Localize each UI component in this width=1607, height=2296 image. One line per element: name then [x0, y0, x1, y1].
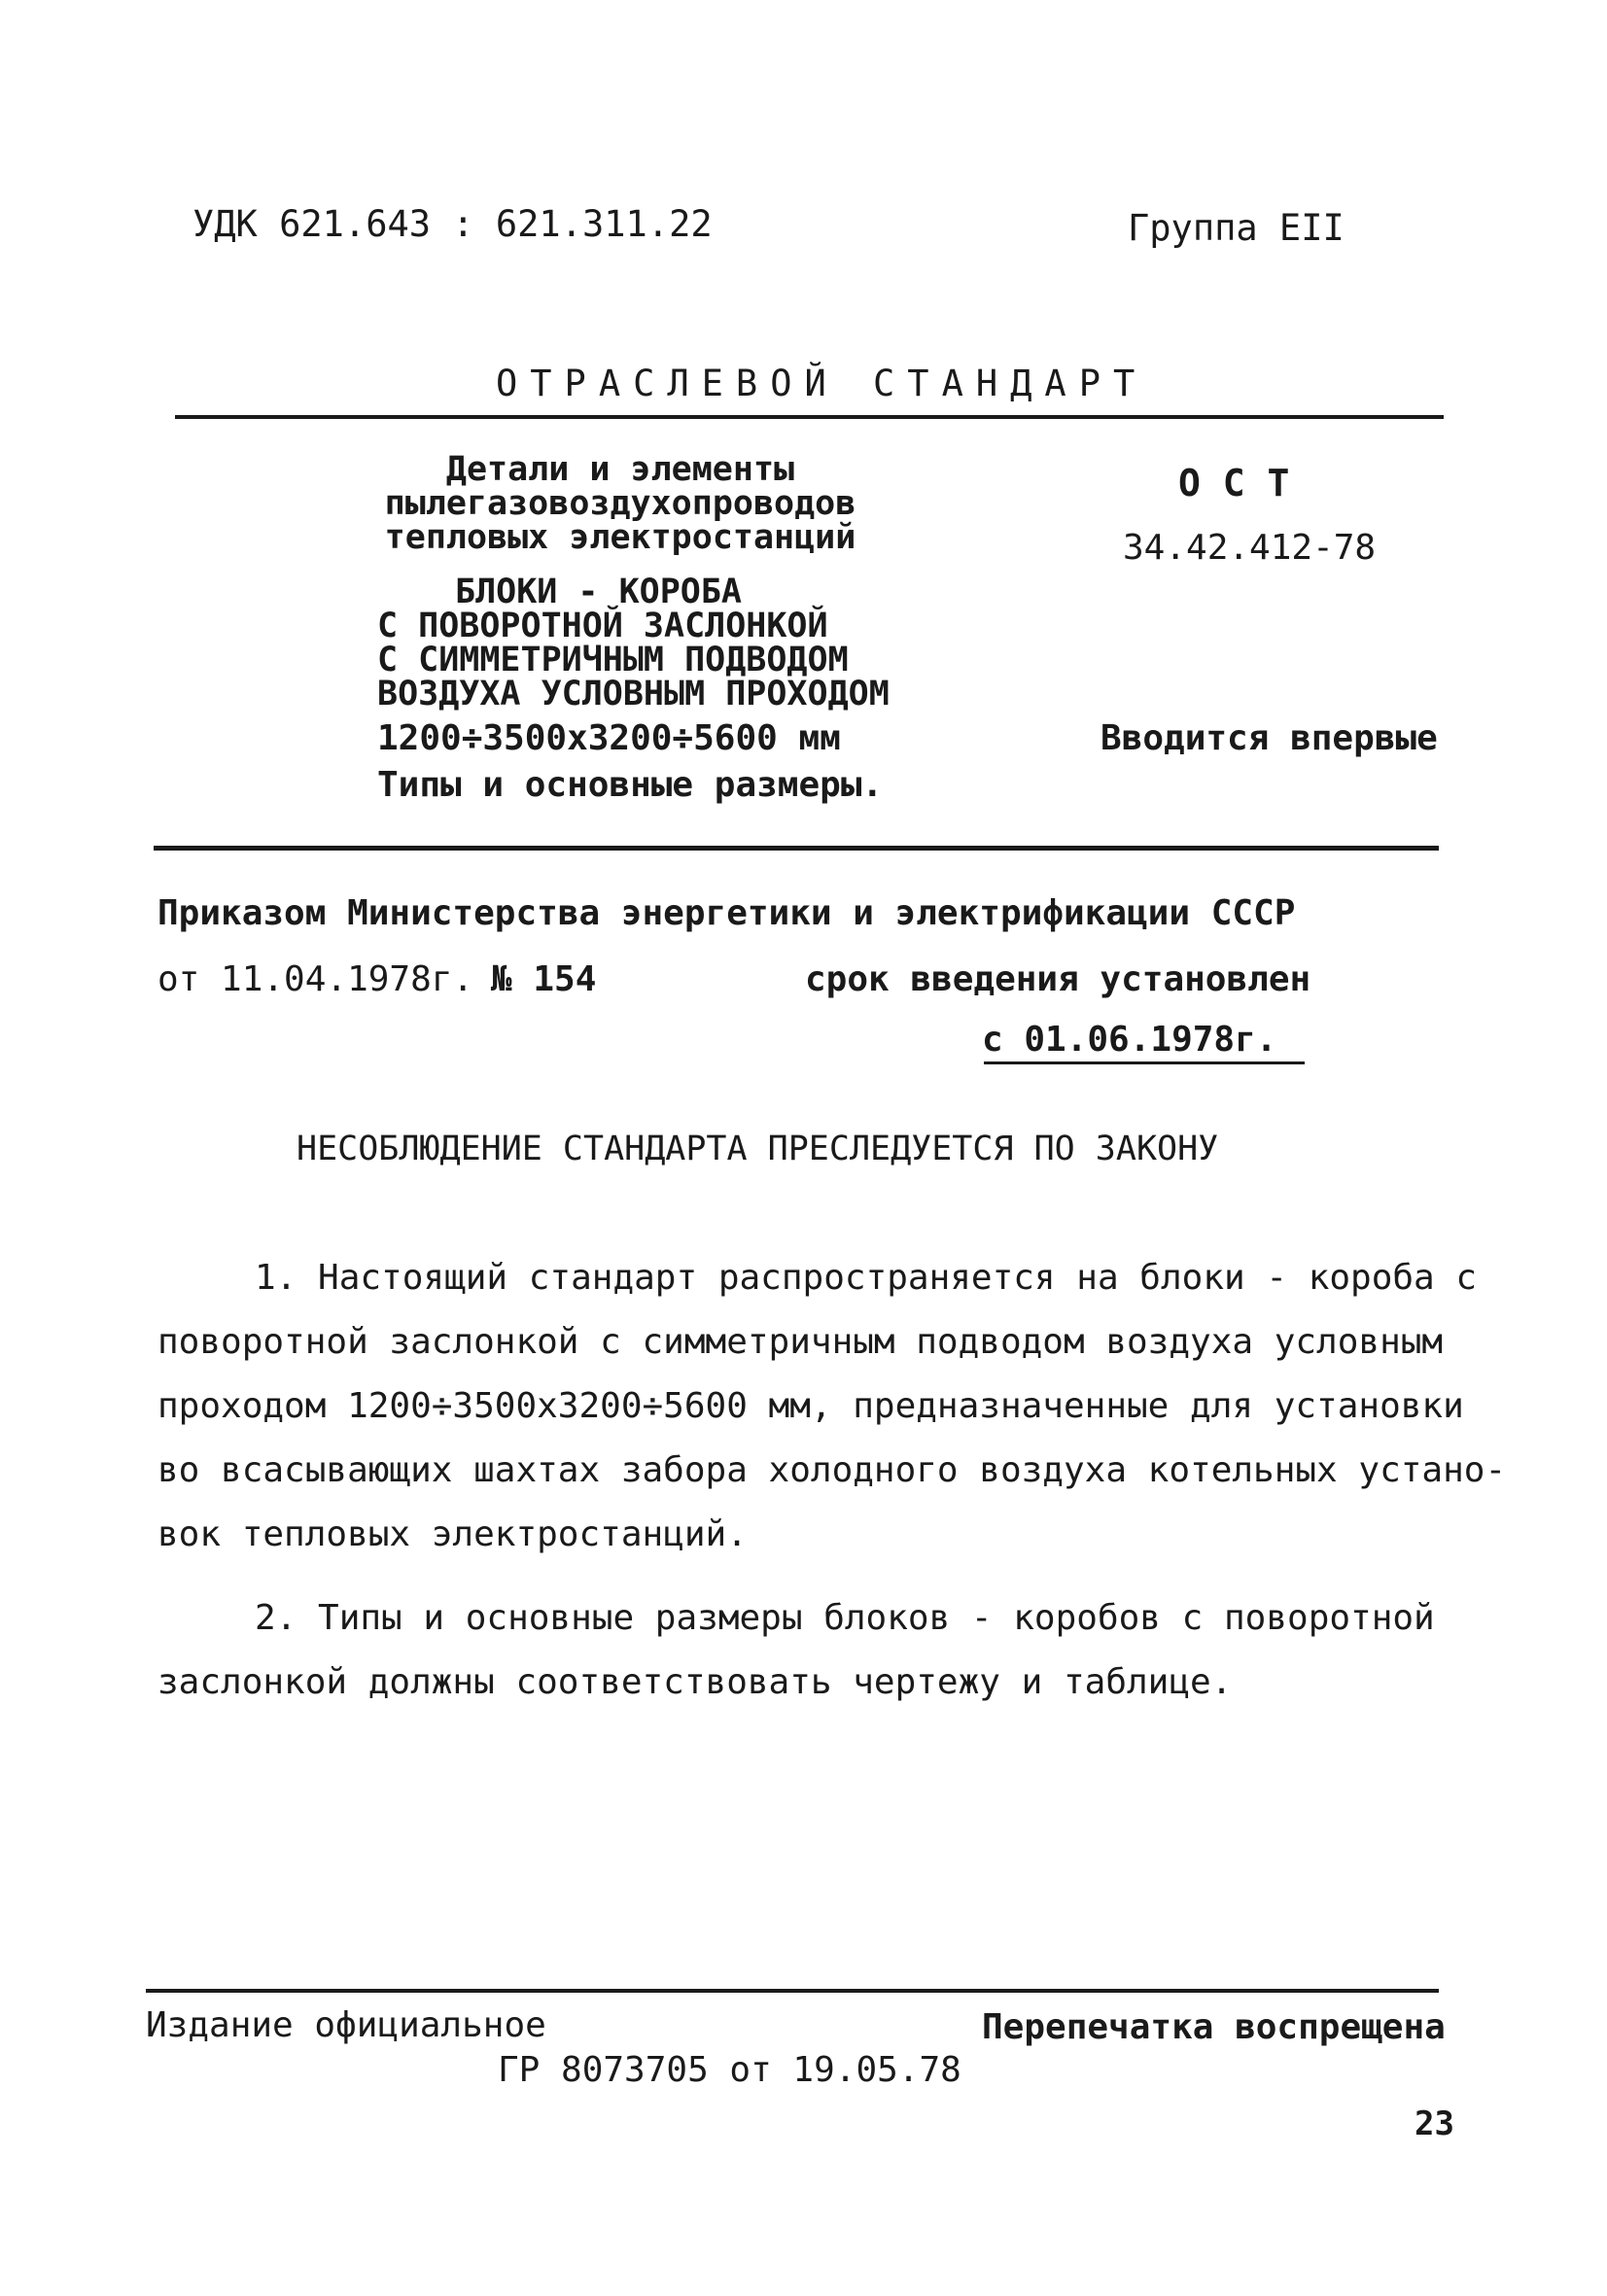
order-number: № 154: [491, 959, 597, 999]
paragraph-1-line: проходом 1200÷3500х3200÷5600 мм, предназначенные для установки: [157, 1386, 1464, 1426]
top-rule: [175, 415, 1444, 419]
footer-rule: [146, 1989, 1439, 1993]
subtitle-line-3: С СИММЕТРИЧНЫМ ПОДВОДОМ: [377, 641, 849, 679]
udk-code: УДК 621.643 : 621.311.22: [192, 203, 713, 245]
title-block: [377, 450, 863, 557]
subtitle-line-4: ВОЗДУХА УСЛОВНЫМ ПРОХОДОМ: [377, 675, 890, 713]
deadline-label: срок введения установлен: [805, 959, 1311, 999]
deadline-date: с 01.06.1978г.: [982, 1020, 1277, 1060]
group-code: Группа ЕII: [1128, 207, 1345, 249]
paragraph-2-line: заслонкой должны соответствовать чертежу и таблице.: [157, 1662, 1233, 1702]
types-label: Типы и основные размеры.: [377, 765, 884, 805]
paragraph-1-line: вок тепловых электростанций.: [157, 1514, 748, 1554]
status-label: Вводится впервые: [1100, 718, 1438, 758]
subtitle-block: [377, 575, 890, 712]
dimensions-range: 1200÷3500х3200÷5600 мм: [377, 718, 841, 758]
reprint-notice: Перепечатка воспрещена: [982, 2007, 1446, 2047]
gr-number: ГР 8073705 от 19.05.78: [498, 2050, 961, 2090]
paragraph-1-line: поворотной заслонкой с симметричным подводом воздуха условным: [157, 1322, 1444, 1362]
paragraph-2-line: 2. Типы и основные размеры блоков - коробов с поворотной: [255, 1598, 1435, 1638]
title-line-1: Детали и элементы: [445, 450, 795, 489]
subtitle-line-2: С ПОВОРОТНОЙ ЗАСЛОНКОЙ: [377, 607, 828, 645]
standard-type-heading: ОТРАСЛЕВОЙ СТАНДАРТ: [496, 363, 1148, 404]
edition-label: Издание официальное: [146, 2005, 546, 2045]
page-number: 23: [1415, 2105, 1454, 2143]
law-warning: НЕСОБЛЮДЕНИЕ СТАНДАРТА ПРЕСЛЕДУЕТСЯ ПО ЗАКОНУ: [297, 1130, 1219, 1168]
standard-number: 34.42.412-78: [1123, 528, 1377, 568]
subtitle-line-1: БЛОКИ - КОРОБА: [455, 573, 743, 611]
order-line-1: Приказом Министерства энергетики и электрификации СССР: [157, 893, 1296, 933]
ost-label: О С Т: [1178, 462, 1290, 504]
paragraph-1-line: во всасывающих шахтах забора холодного воздуха котельных устано-: [157, 1450, 1507, 1490]
paragraph-2: [157, 1586, 1435, 1715]
title-line-3: тепловых электростанций: [384, 518, 856, 557]
middle-rule: [154, 846, 1439, 851]
order-date: от 11.04.1978г.: [157, 959, 474, 999]
deadline-underline: [984, 1061, 1305, 1064]
paragraph-1: [157, 1246, 1506, 1567]
paragraph-1-line: 1. Настоящий стандарт распространяется на блоки - короба с: [255, 1258, 1478, 1298]
title-line-2: пылегазовоздухопроводов: [384, 484, 856, 523]
